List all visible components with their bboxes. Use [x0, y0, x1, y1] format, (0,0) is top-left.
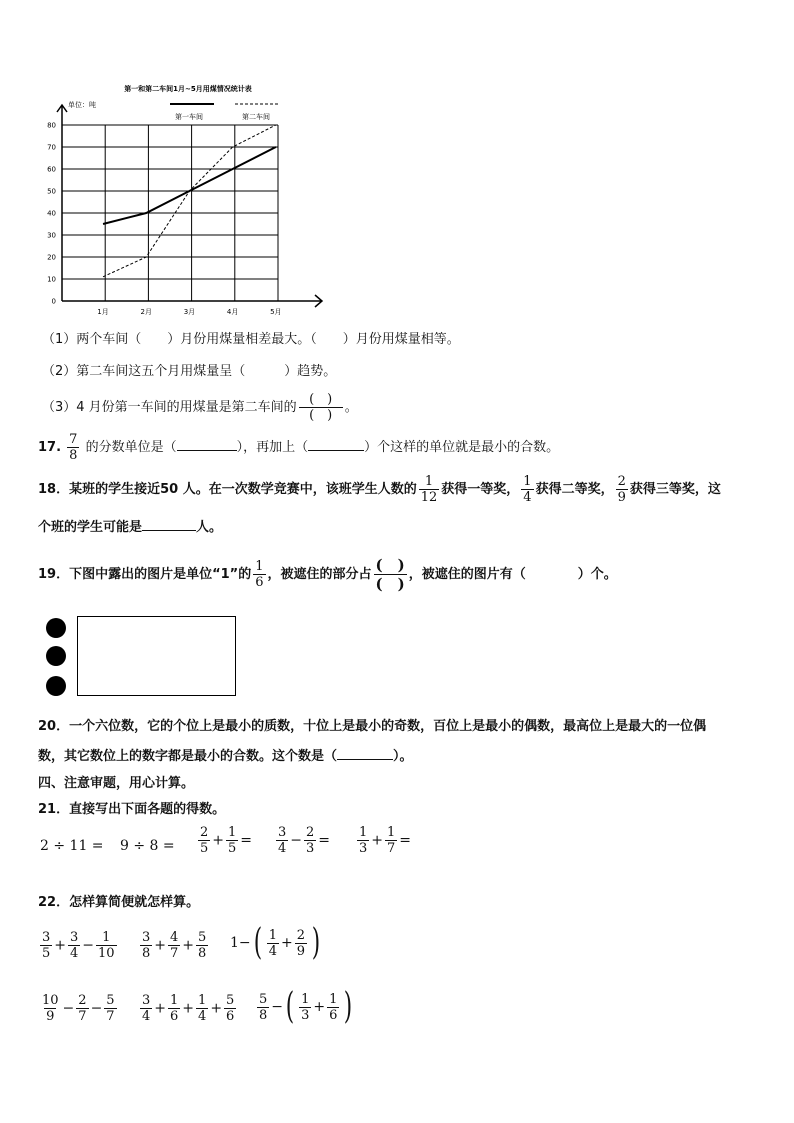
q21-expr-3	[196, 825, 252, 856]
frac-den: 6	[170, 1009, 179, 1024]
frac-num: 2	[78, 993, 87, 1008]
frac-num: 1	[170, 993, 179, 1008]
frac-den: 10	[98, 946, 115, 961]
frac-num: 2	[200, 825, 209, 840]
operator: −	[62, 1000, 75, 1017]
x-tick-label: 5月	[270, 308, 282, 316]
q18-f1-num: 1	[424, 474, 434, 489]
frac-num: 1	[301, 991, 310, 1007]
q17-frac-den: 8	[69, 448, 78, 463]
q16-part3	[42, 392, 358, 423]
operator: +	[280, 935, 293, 951]
q19-text-c: ，被遮住的图片有（ ）个。	[408, 567, 617, 582]
q19-text-a: 19．下图中露出的图片是单位“1”的	[38, 567, 252, 582]
right-paren: )	[311, 922, 321, 963]
y-tick-labels	[47, 122, 56, 306]
q19-blank-den: ( )	[375, 575, 405, 593]
q16-part3-text: （3）4 月份第一车间的用煤量是第二车间的	[42, 400, 297, 415]
frac-den: 7	[78, 1009, 87, 1024]
y-tick-label: 10	[47, 275, 56, 284]
y-tick-label: 70	[47, 143, 56, 152]
q16-part1: （1）两个车间（ ）月份用煤量相差最大。（ ）月份用煤量相等。	[42, 332, 460, 347]
frac-num: 3	[278, 825, 287, 840]
q18-line1	[38, 474, 721, 505]
q21-title: 21．直接写出下面各题的得数。	[38, 802, 226, 817]
equals: =	[399, 832, 412, 849]
q17-text-2: ），再加上（	[236, 440, 309, 455]
frac-den: 9	[46, 1009, 55, 1024]
x-tick-label: 4月	[226, 308, 239, 316]
frac-num: 1	[359, 825, 368, 840]
x-tick-label: 3月	[183, 308, 196, 316]
operator: +	[371, 832, 384, 849]
chart-legend	[170, 104, 280, 121]
frac-num: 1	[387, 825, 396, 840]
frac-num: 3	[142, 993, 151, 1008]
operator: +	[54, 937, 67, 954]
q18-text-f: 人。	[196, 520, 223, 535]
q19-figure	[46, 616, 240, 700]
q21-expr-2: 9 ÷ 8 =	[120, 838, 175, 854]
operator: −	[290, 832, 303, 849]
leading-term: 1−	[230, 935, 251, 951]
q19	[38, 556, 617, 593]
q18-f2-num: 1	[523, 474, 532, 489]
y-tick-label: 30	[47, 231, 56, 240]
y-tick-label: 0	[51, 297, 56, 306]
operator: +	[182, 1000, 195, 1017]
q20-text-b: ）。	[393, 749, 413, 764]
q22-expr-3	[230, 922, 323, 963]
frac-num: 10	[42, 993, 59, 1008]
operator: +	[210, 1000, 223, 1017]
q20-line1: 20．一个六位数，它的个位上是最小的质数，十位上是最小的奇数，百位上是最小的偶数，最高位上是最大的一位偶	[38, 719, 707, 734]
q22-title: 22．怎样算简便就怎样算。	[38, 895, 200, 910]
q16-frac-den-blank: ( )	[299, 407, 343, 423]
frac-den: 4	[268, 943, 277, 959]
q22-expr-1	[38, 930, 119, 961]
frac-den: 5	[42, 946, 51, 961]
q22-expr-6	[255, 986, 355, 1027]
legend-label-series-1: 第一车间	[175, 113, 203, 121]
q19-blank-num: ( )	[375, 556, 405, 574]
q18-f1-den: 12	[420, 490, 438, 505]
frac-num: 3	[142, 930, 151, 945]
x-tick-label: 2月	[140, 308, 152, 316]
frac-den: 8	[259, 1007, 268, 1023]
frac-den: 7	[387, 841, 396, 856]
q17-frac-num: 7	[69, 432, 78, 447]
frac-den: 4	[278, 841, 287, 856]
q18-text-a: 18．某班的学生接近50 人。在一次数学竞赛中，该班学生人数的	[38, 482, 417, 497]
left-paren: (	[285, 986, 295, 1027]
cover-rectangle	[77, 616, 236, 696]
frac-den: 7	[170, 946, 179, 961]
frac-den: 3	[359, 841, 368, 856]
frac-den: 4	[198, 1009, 207, 1024]
x-tick-labels	[97, 308, 281, 316]
q18-text-c: 获得二等奖，	[535, 482, 614, 497]
q19-f-num: 1	[255, 559, 264, 574]
frac-num: 4	[170, 930, 179, 945]
q20-text-a: 数，其它数位上的数字都是最小的合数。这个数是（	[38, 749, 338, 764]
operator: +	[154, 937, 167, 954]
frac-den: 3	[301, 1007, 310, 1023]
frac-num: 5	[198, 930, 207, 945]
q17	[38, 432, 559, 463]
series-line-2	[103, 125, 276, 277]
frac-den: 4	[70, 946, 79, 961]
y-tick-label: 20	[47, 253, 56, 262]
frac-num: 5	[259, 991, 268, 1007]
frac-den: 7	[106, 1009, 115, 1024]
left-paren: (	[253, 922, 262, 963]
q18-text-b: 获得一等奖，	[441, 482, 520, 497]
frac-den: 5	[228, 841, 237, 856]
legend-label-series-2: 第二车间	[242, 113, 270, 121]
chart-grid	[57, 105, 322, 307]
frac-num: 3	[70, 930, 79, 945]
right-paren: )	[344, 986, 353, 1027]
frac-num: 5	[226, 993, 235, 1008]
operator: −	[82, 937, 95, 954]
y-axis-arrow	[57, 105, 67, 125]
y-tick-label: 60	[47, 165, 56, 174]
q17-text-1: 的分数单位是（	[85, 440, 177, 455]
frac-num: 1	[102, 930, 111, 945]
frac-num: 2	[296, 927, 305, 943]
frac-num: 2	[306, 825, 315, 840]
q22-expr-2	[138, 930, 210, 961]
q17-number: 17.	[38, 440, 62, 455]
y-tick-label: 40	[47, 209, 56, 218]
q18-text-e: 个班的学生可能是	[38, 520, 143, 535]
dot-1	[46, 618, 66, 638]
x-axis-arrow	[278, 295, 322, 307]
equals: =	[240, 832, 253, 849]
frac-den: 8	[198, 946, 207, 961]
frac-den: 8	[142, 946, 151, 961]
q17-blank-2[interactable]	[308, 450, 364, 451]
frac-num: 1	[268, 927, 277, 943]
operator: −	[90, 1000, 103, 1017]
q18-line2	[38, 519, 222, 537]
q21-expr-5	[355, 825, 411, 856]
operator: +	[182, 937, 195, 954]
q16-part3-end: 。	[344, 400, 358, 415]
q17-text-3: ）个这样的单位就是最小的合数。	[364, 440, 560, 455]
chart-title: 第一和第二车间1月~5月用煤情况统计表	[124, 85, 252, 93]
section-4-heading: 四、注意审题，用心计算。	[38, 776, 195, 791]
line-chart	[38, 78, 338, 322]
frac-num: 1	[228, 825, 237, 840]
q19-f-den: 6	[255, 575, 264, 590]
q18-f3-den: 9	[617, 490, 626, 505]
operator: +	[154, 1000, 167, 1017]
frac-num: 3	[42, 930, 51, 945]
frac-den: 9	[296, 943, 305, 959]
q18-blank[interactable]	[142, 530, 196, 531]
q20-blank[interactable]	[337, 759, 393, 760]
x-tick-label: 1月	[97, 308, 109, 316]
frac-num: 5	[106, 993, 115, 1008]
unit-label: 单位：吨	[68, 101, 96, 109]
q22-expr-5	[138, 993, 238, 1024]
dot-2	[46, 646, 66, 666]
chart-series	[103, 125, 276, 277]
q21-expr-4	[274, 825, 330, 856]
q16-part2: （2）第二车间这五个月用煤量呈（ ）趋势。	[42, 364, 337, 379]
q17-blank-1[interactable]	[177, 450, 237, 451]
q22-expr-4	[38, 993, 119, 1024]
equals: =	[318, 832, 331, 849]
q17-fraction	[67, 432, 79, 463]
frac-den: 6	[226, 1009, 235, 1024]
operator: −	[271, 999, 284, 1015]
q21-expr-1: 2 ÷ 11 =	[40, 838, 104, 854]
series-line-1	[103, 147, 276, 224]
frac-den: 6	[329, 1007, 338, 1023]
q16-frac-num-blank: ( )	[309, 392, 333, 407]
q18-f2-den: 4	[523, 490, 532, 505]
y-tick-label: 50	[47, 187, 56, 196]
frac-num: 1	[198, 993, 207, 1008]
q18-text-d: 获得三等奖，这	[629, 482, 721, 497]
dot-3	[46, 676, 66, 696]
y-tick-label: 80	[47, 121, 56, 130]
frac-den: 3	[306, 841, 315, 856]
frac-den: 4	[142, 1009, 151, 1024]
operator: +	[313, 999, 326, 1015]
q19-text-b: ，被遮住的部分占	[267, 567, 372, 582]
q18-f3-num: 2	[617, 474, 626, 489]
frac-den: 5	[200, 841, 209, 856]
frac-num: 1	[329, 991, 338, 1007]
q20-line2	[38, 748, 413, 766]
operator: +	[212, 832, 225, 849]
